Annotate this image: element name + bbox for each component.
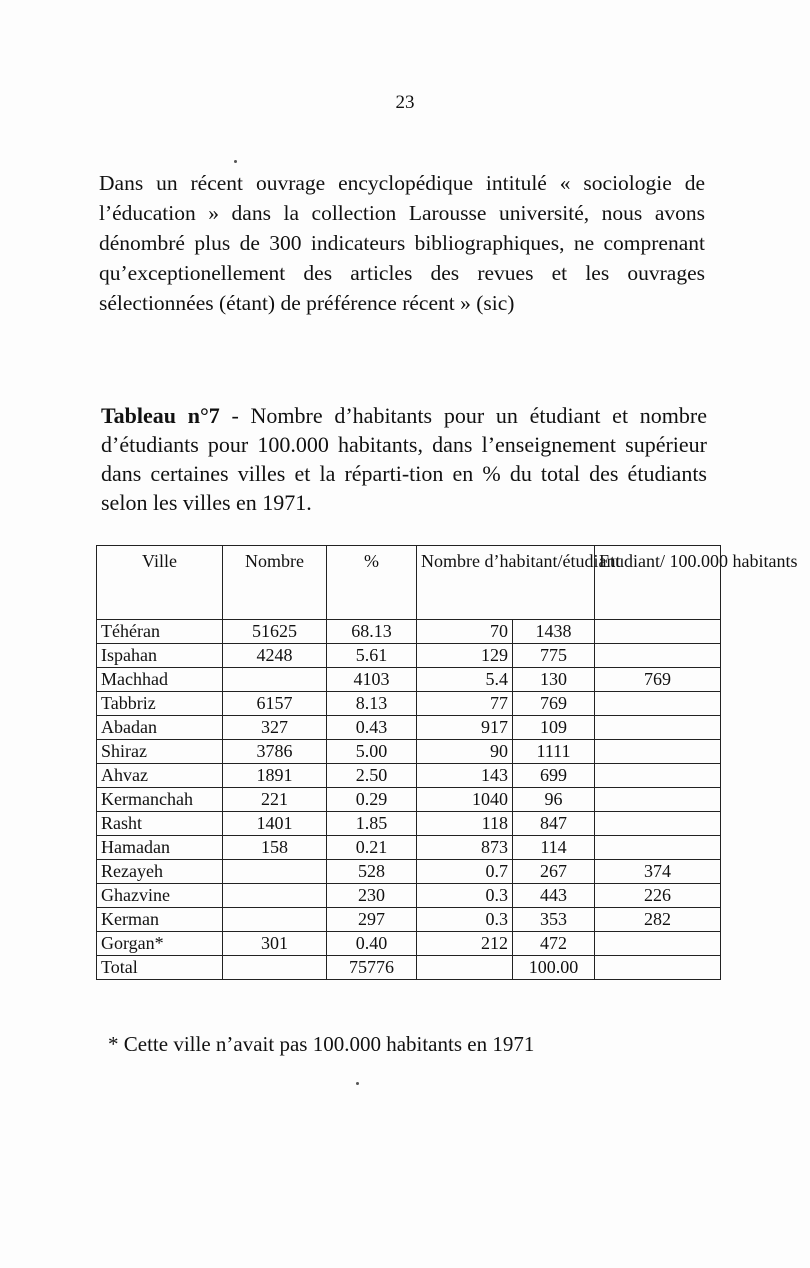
table-cell xyxy=(223,860,327,884)
table-cell: Kerman xyxy=(97,908,223,932)
table-cell xyxy=(595,620,721,644)
table-cell xyxy=(595,956,721,980)
table-row xyxy=(97,908,721,932)
table-cell: Rasht xyxy=(97,812,223,836)
table-cell: 472 xyxy=(513,932,595,956)
table-cell: 2.50 xyxy=(327,764,417,788)
table-cell xyxy=(595,932,721,956)
table-cell: 5.00 xyxy=(327,740,417,764)
table-cell: 158 xyxy=(223,836,327,860)
table-cell xyxy=(223,668,327,692)
table-cell: 230 xyxy=(327,884,417,908)
table-cell: 699 xyxy=(513,764,595,788)
table-cell: Téhéran xyxy=(97,620,223,644)
table-cell: 873 xyxy=(417,836,513,860)
table-cell xyxy=(595,788,721,812)
header-habitant-etudiant: Nombre d’habitant/étudiant xyxy=(417,546,595,620)
table-cell: 0.3 xyxy=(417,908,513,932)
table-cell: 1401 xyxy=(223,812,327,836)
header-etudiant-100000: Etudiant/ 100.000 habitants xyxy=(595,546,721,620)
table-cell: Ispahan xyxy=(97,644,223,668)
header-nombre: Nombre xyxy=(223,546,327,620)
table-cell: 221 xyxy=(223,788,327,812)
table-cell xyxy=(595,644,721,668)
table-cell: 130 xyxy=(513,668,595,692)
table-cell xyxy=(223,956,327,980)
table-cell xyxy=(223,884,327,908)
header-ville: Ville xyxy=(97,546,223,620)
table-cell: Ghazvine xyxy=(97,884,223,908)
body-paragraph: Dans un récent ouvrage encyclopédique intitulé « sociologie de l’éducation » dans la collection Larousse université, nous avons dénombré plus de 300 indicateurs bibliographiques, ne comprenant qu’exceptionellement des articles des revues et les ouvrages sélectionnées (étant) de préférence récent » (sic) xyxy=(99,171,705,315)
table-cell: Tabbriz xyxy=(97,692,223,716)
table-caption xyxy=(101,401,707,517)
table-cell: 77 xyxy=(417,692,513,716)
table-cell: 1040 xyxy=(417,788,513,812)
table-cell: Kermanchah xyxy=(97,788,223,812)
table-cell: 5.4 xyxy=(417,668,513,692)
table-cell: 109 xyxy=(513,716,595,740)
table-cell: 143 xyxy=(417,764,513,788)
table-cell xyxy=(417,956,513,980)
table-cell: 51625 xyxy=(223,620,327,644)
table-cell: 353 xyxy=(513,908,595,932)
table-cell: Hamadan xyxy=(97,836,223,860)
table-cell: 775 xyxy=(513,644,595,668)
table-cell: 443 xyxy=(513,884,595,908)
scan-speck xyxy=(356,1082,359,1085)
table-cell: 96 xyxy=(513,788,595,812)
table-row xyxy=(97,716,721,740)
table-cell: 0.21 xyxy=(327,836,417,860)
table-cell: 769 xyxy=(595,668,721,692)
table-cell: 769 xyxy=(513,692,595,716)
table-cell: 0.3 xyxy=(417,884,513,908)
table-row xyxy=(97,692,721,716)
table-row xyxy=(97,668,721,692)
table-row xyxy=(97,884,721,908)
table-cell: 1111 xyxy=(513,740,595,764)
table-cell: 0.43 xyxy=(327,716,417,740)
table-row xyxy=(97,644,721,668)
table-cell: 374 xyxy=(595,860,721,884)
table-cell: 847 xyxy=(513,812,595,836)
table-cell: 226 xyxy=(595,884,721,908)
table-cell: 4248 xyxy=(223,644,327,668)
table-cell: 212 xyxy=(417,932,513,956)
table-cell: Machhad xyxy=(97,668,223,692)
data-table xyxy=(96,545,798,980)
table-header-row xyxy=(97,546,721,620)
table-cell xyxy=(595,764,721,788)
table-cell: Ahvaz xyxy=(97,764,223,788)
table-cell xyxy=(595,836,721,860)
table-cell: 0.29 xyxy=(327,788,417,812)
table-cell: 90 xyxy=(417,740,513,764)
table-row xyxy=(97,860,721,884)
table-cell: 301 xyxy=(223,932,327,956)
table-cell: 327 xyxy=(223,716,327,740)
table-cell: 129 xyxy=(417,644,513,668)
table-cell xyxy=(595,692,721,716)
table-cell: 8.13 xyxy=(327,692,417,716)
table-cell: 68.13 xyxy=(327,620,417,644)
table-row xyxy=(97,932,721,956)
table-caption-label: Tableau n°7 xyxy=(101,403,220,428)
table-cell: 267 xyxy=(513,860,595,884)
table-cell: 100.00 xyxy=(513,956,595,980)
table-cell: 1.85 xyxy=(327,812,417,836)
table-cell: 3786 xyxy=(223,740,327,764)
table-cell: 917 xyxy=(417,716,513,740)
scan-speck xyxy=(234,160,237,163)
table-row xyxy=(97,836,721,860)
footnote: * Cette ville n’avait pas 100.000 habitants en 1971 xyxy=(108,1032,535,1056)
table-cell: 70 xyxy=(417,620,513,644)
header-percent: % xyxy=(327,546,417,620)
table-cell xyxy=(595,716,721,740)
table-cell: 528 xyxy=(327,860,417,884)
table-row xyxy=(97,812,721,836)
page-number: 23 xyxy=(395,92,415,113)
table-cell: 118 xyxy=(417,812,513,836)
table-row xyxy=(97,764,721,788)
table-cell: 1438 xyxy=(513,620,595,644)
table-cell xyxy=(595,812,721,836)
table-cell: 1891 xyxy=(223,764,327,788)
table-row xyxy=(97,740,721,764)
table-cell: 5.61 xyxy=(327,644,417,668)
table-row xyxy=(97,788,721,812)
table-cell: 0.7 xyxy=(417,860,513,884)
table-row xyxy=(97,620,721,644)
table-cell: Shiraz xyxy=(97,740,223,764)
table-cell: 0.40 xyxy=(327,932,417,956)
table-cell: 75776 xyxy=(327,956,417,980)
table-cell xyxy=(595,740,721,764)
table-cell: Gorgan* xyxy=(97,932,223,956)
table-caption-text: - Nombre d’habitants pour un étudiant et nombre d’étudiants pour 100.000 habitants, dans l’enseignement supérieur dans certaines villes et la réparti-tion en % du total des étudiants selon les villes en 1971. xyxy=(101,403,707,515)
table-cell: 297 xyxy=(327,908,417,932)
table-cell: 6157 xyxy=(223,692,327,716)
table-cell xyxy=(223,908,327,932)
table-cell: Rezayeh xyxy=(97,860,223,884)
table-cell: 114 xyxy=(513,836,595,860)
table-cell: Total xyxy=(97,956,223,980)
table-cell: 282 xyxy=(595,908,721,932)
table-row xyxy=(97,956,721,980)
table-cell: Abadan xyxy=(97,716,223,740)
table-cell: 4103 xyxy=(327,668,417,692)
